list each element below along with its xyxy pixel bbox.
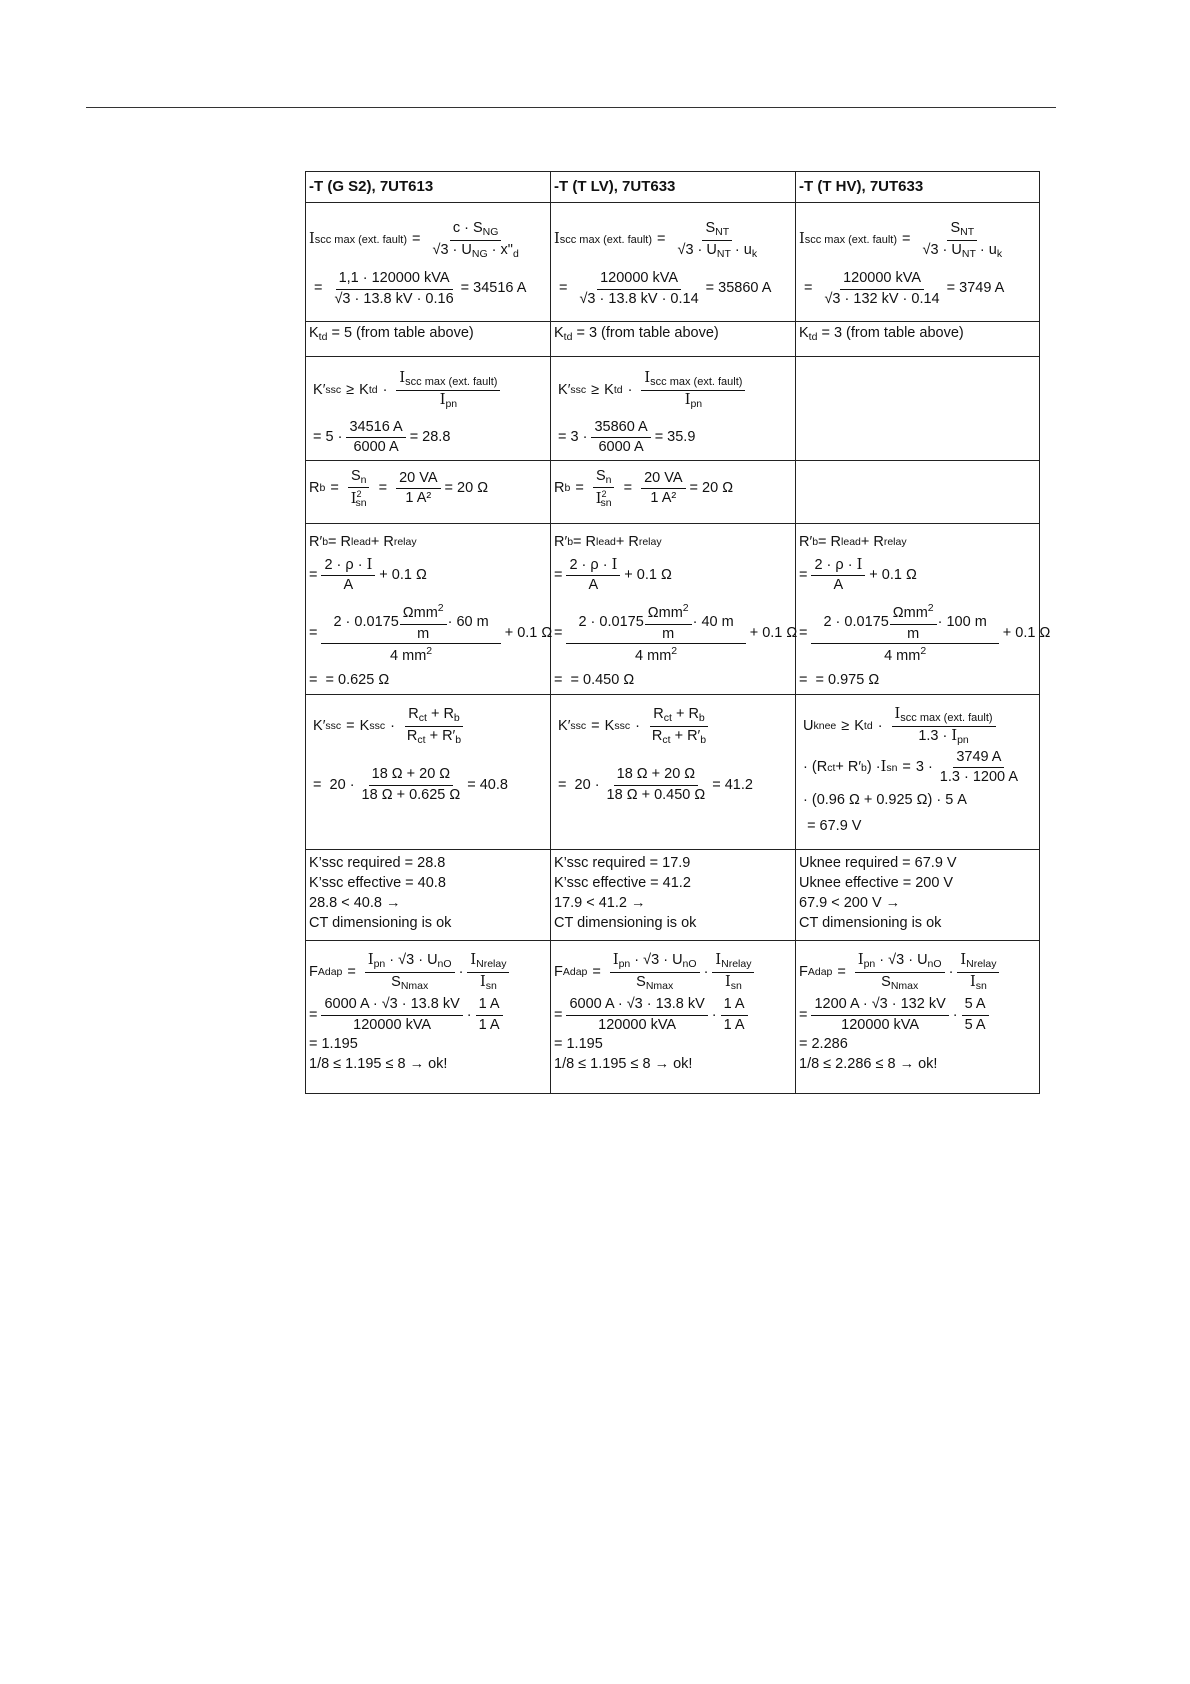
rb-cell: R b = $\frac{S_n}{I^2_{sn}}$ = $\frac{20 VA}{\text{1 A²}}$ = 20 Ω — [551, 460, 796, 523]
rlead-row — [306, 523, 1040, 695]
kreq-den: 6000 A — [353, 439, 399, 456]
rb-row — [306, 460, 1040, 523]
summary-cell — [551, 850, 796, 941]
ktd-text: = 3 (from table above) — [576, 325, 719, 341]
summary-line: CT dimensioning is ok — [309, 915, 452, 932]
uknee-den: 1.3 · 1200 A — [939, 769, 1018, 786]
summary-line: 17.9 < 41.2 → — [554, 895, 646, 912]
ktd-cell: $K_{td} = 3$ (from table above) — [551, 322, 796, 357]
fadap-cell: F Adap = $\frac{I_{pn} \cdot √3 \cdot U_{nO}}{S_{Nmax}}$ · $\frac{I_{Nrelay}}{I_{sn}}$ = $\frac{6000 A \cdot √3 \cdot 13.8 kV}{\text{120000 kVA}}$ · $\frac{1 A}{1 A}$ = 1.195 1/8 ≤ 1.195 ≤ 8 → ok! — [551, 941, 796, 1094]
rb-num: 20 VA — [396, 470, 440, 489]
rb-den: 1 A² — [650, 490, 677, 507]
summary-cell — [306, 850, 551, 941]
summary-line: K’ssc required = 28.8 — [309, 855, 446, 872]
uknee-line3: · (0.96 Ω + 0.925 Ω) · 5 A — [803, 792, 967, 809]
fadap-cell: F Adap = $\frac{I_{pn} \cdot √3 \cdot U_{nO}}{S_{Nmax}}$ · $\frac{I_{Nrelay}}{I_{sn}}$ = $\frac{1200 A \cdot √3 \cdot 132 kV}{\text{120000 kVA}}$ · $\frac{5 A}{5 A}$ = 2.286 1/8 ≤ 2.286 ≤ 8 → ok! — [796, 941, 1040, 1094]
kssc-effective-row — [306, 695, 1040, 850]
kssc-effective-cell: K′ ssc = K ssc · $\frac{R_{ct} + R_b}{R_{ct} + R'_b}$ = 20 · $\frac{18 \Omega + 20 \Omega}{18 \Omega + 0.450 \Omega}$ = 41.2 — [551, 695, 796, 850]
kreq-result: = 35.9 — [654, 428, 696, 445]
fadap-den2: 1 A — [723, 1016, 745, 1033]
summary-line: Uknee effective = 200 V — [799, 875, 954, 892]
fadap-den2: 5 A — [964, 1016, 986, 1033]
rlead-length: · 40 m — [692, 614, 734, 631]
fadap-check: 1/8 ≤ 2.286 ≤ 8 → ok! — [799, 1056, 938, 1073]
kssc-result: = 41.2 — [712, 776, 753, 793]
iscc-cell: I scc max (ext. fault) = $\frac{S_{NT}}{√3 \cdot U_{NT} \cdot u_k}$ = $\frac{\text{120000 kVA}}{√3 \cdot 132 kV \cdot 0.14}$ = 3749 A — [796, 203, 1040, 322]
rb-result: = 20 Ω — [689, 479, 734, 496]
rlead-result: = 0.975 Ω — [815, 672, 880, 689]
ct-dimensioning-table — [305, 171, 1051, 1094]
ktd-row — [306, 322, 1040, 357]
rb-cell: R b = $\frac{S_n}{I^2_{sn}}$ = $\frac{20 VA}{\text{1 A²}}$ = 20 Ω — [306, 460, 551, 523]
fadap-num2: 1 A — [476, 996, 503, 1015]
fadap-num1: 1200 A · √3 · 132 kV — [811, 996, 948, 1015]
summary-line: 67.9 < 200 V → — [799, 895, 901, 912]
uknee-cell: U knee ≥ K td · $\frac{I_{scc max (ext. fault)}}{1.3 \cdot I_{pn}}$ · (R ct + R′ b ) · I sn = 3 · $\frac{3749 A}{1.3 \cdot 1200 A}$ · (0.96 Ω + 0.925 Ω) · 5 A = 67.9 V — [796, 695, 1040, 850]
kssc-required-cell: K′ ssc ≥ K td · $\frac{I_{scc max (ext. fault)}}{I_{pn}}$ = 5 · $\frac{34516 A}{6000 A}$ = 28.8 — [306, 357, 551, 461]
kssc-num: 18 Ω + 20 Ω — [614, 766, 699, 785]
ktd-cell: $K_{td} = 3$ (from table above) — [796, 322, 1040, 357]
kssc-num: 18 Ω + 20 Ω — [369, 766, 454, 785]
summary-line: 28.8 < 40.8 → — [309, 895, 401, 912]
kssc-den: 18 Ω + 0.450 Ω — [606, 786, 706, 803]
ktd-text: = 5 (from table above) — [331, 325, 474, 341]
column-header: -T (G S2), 7UT613 — [306, 172, 551, 203]
fadap-num1: 6000 A · √3 · 13.8 kV — [321, 996, 462, 1015]
header-row — [306, 172, 1040, 203]
header-rule — [86, 107, 1056, 108]
kreq-result: = 28.8 — [409, 428, 451, 445]
rb-den: 1 A² — [405, 490, 432, 507]
rlead-result: = 0.625 Ω — [325, 672, 390, 689]
kssc-required-row — [306, 357, 1040, 461]
summary-line: CT dimensioning is ok — [799, 915, 942, 932]
rlead-cell: R′ b = R lead + R relay = $\frac{2 \cdot \rho \cdot I}{A}$ + 0.1 Ω = 2 · 0.0175 $\frac{\Omega mm^2}{m}$ · 100 m 4 $mm^2$ + 0.1 Ω = = 0.975 Ω — [796, 523, 1040, 695]
iscc-den: √3 · 13.8 kV · 0.14 — [579, 290, 699, 307]
summary-cell — [796, 850, 1040, 941]
fadap-num1: 6000 A · √3 · 13.8 kV — [566, 996, 707, 1015]
kreq-num: 34516 A — [346, 419, 405, 438]
rb-num: 20 VA — [641, 470, 685, 489]
column-header: -T (T HV), 7UT633 — [796, 172, 1040, 203]
kssc-required-cell-empty — [796, 357, 1040, 461]
rlead-cell: R′ b = R lead + R relay = $\frac{2 \cdot \rho \cdot I}{A}$ + 0.1 Ω = 2 · 0.0175 $\frac{\Omega mm^2}{m}$ · 40 m 4 $mm^2$ + 0.1 Ω = = 0.450 Ω — [551, 523, 796, 695]
fadap-result: = 1.195 — [554, 1036, 603, 1053]
rlead-length: · 60 m — [447, 614, 489, 631]
kreq-num: 35860 A — [591, 419, 650, 438]
fadap-num2: 1 A — [721, 996, 748, 1015]
iscc-result: = 34516 A — [460, 280, 527, 297]
summary-line: Uknee required = 67.9 V — [799, 855, 957, 872]
rb-result: = 20 Ω — [444, 479, 489, 496]
iscc-cell: I scc max (ext. fault) = $\frac{c \cdot S_{NG}}{√3 \cdot U_{NG} \cdot x"_d}$ = $\frac{\text{1,1 · 120000 kVA}}{√3 \cdot 13.8 kV \cdot 0.16}$ = 34516 A — [306, 203, 551, 322]
rlead-cell: R′ b = R lead + R relay = $\frac{2 \cdot \rho \cdot I}{A}$ + 0.1 Ω = 2 · 0.0175 $\frac{\Omega mm^2}{m}$ · 60 m 4 $mm^2$ + 0.1 Ω = = 0.625 Ω — [306, 523, 551, 695]
iscc-num: 1,1 · 120000 kVA — [336, 270, 453, 289]
kssc-required-cell: K′ ssc ≥ K td · $\frac{I_{scc max (ext. fault)}}{I_{pn}}$ = 3 · $\frac{35860 A}{6000 A}$ = 35.9 — [551, 357, 796, 461]
iscc-num: 120000 kVA — [840, 270, 924, 289]
fadap-check: 1/8 ≤ 1.195 ≤ 8 → ok! — [309, 1056, 448, 1073]
rlead-length: · 100 m — [937, 614, 987, 631]
fadap-row — [306, 941, 1040, 1094]
fadap-den1: 120000 kVA — [598, 1016, 677, 1033]
iscc-result: = 3749 A — [946, 280, 1005, 297]
fadap-den1: 120000 kVA — [353, 1016, 432, 1033]
summary-line: K’ssc effective = 41.2 — [554, 875, 691, 892]
kreq-factor: = 5 · — [313, 428, 343, 445]
fadap-result: = 2.286 — [799, 1036, 848, 1053]
uknee-result: = 67.9 V — [807, 818, 862, 835]
iscc-result: = 35860 A — [705, 280, 772, 297]
rlead-result: = 0.450 Ω — [570, 672, 635, 689]
column-header: -T (T LV), 7UT633 — [551, 172, 796, 203]
uknee-num: 3749 A — [953, 749, 1004, 768]
iscc-row — [306, 203, 1040, 322]
ktd-text: = 3 (from table above) — [821, 325, 964, 341]
kssc-den: 18 Ω + 0.625 Ω — [361, 786, 461, 803]
summary-line: K’ssc effective = 40.8 — [309, 875, 446, 892]
kssc-result: = 40.8 — [467, 776, 508, 793]
iscc-den: √3 · 132 kV · 0.14 — [824, 290, 940, 307]
fadap-num2: 5 A — [962, 996, 989, 1015]
fadap-check: 1/8 ≤ 1.195 ≤ 8 → ok! — [554, 1056, 693, 1073]
rb-cell-empty — [796, 460, 1040, 523]
summary-line: CT dimensioning is ok — [554, 915, 697, 932]
fadap-den2: 1 A — [478, 1016, 500, 1033]
kreq-factor: = 3 · — [558, 428, 588, 445]
iscc-num: 120000 kVA — [597, 270, 681, 289]
iscc-cell: I scc max (ext. fault) = $\frac{S_{NT}}{√3 \cdot U_{NT} \cdot u_k}$ = $\frac{\text{120000 kVA}}{√3 \cdot 13.8 kV \cdot 0.14}$ = 35860 A — [551, 203, 796, 322]
fadap-den1: 120000 kVA — [841, 1016, 920, 1033]
summary-row — [306, 850, 1040, 941]
summary-line: K’ssc required = 17.9 — [554, 855, 691, 872]
fadap-cell: F Adap = $\frac{I_{pn} \cdot √3 \cdot U_{nO}}{S_{Nmax}}$ · $\frac{I_{Nrelay}}{I_{sn}}$ = $\frac{6000 A \cdot √3 \cdot 13.8 kV}{\text{120000 kVA}}$ · $\frac{1 A}{1 A}$ = 1.195 1/8 ≤ 1.195 ≤ 8 → ok! — [306, 941, 551, 1094]
kreq-den: 6000 A — [598, 439, 644, 456]
fadap-result: = 1.195 — [309, 1036, 358, 1053]
iscc-den: √3 · 13.8 kV · 0.16 — [334, 290, 454, 307]
kssc-effective-cell: K′ ssc = K ssc · $\frac{R_{ct} + R_b}{R_{ct} + R'_b}$ = 20 · $\frac{18 \Omega + 20 \Omega}{18 \Omega + 0.625 \Omega}$ = 40.8 — [306, 695, 551, 850]
ktd-cell: $K_{td} = 5$ (from table above) — [306, 322, 551, 357]
